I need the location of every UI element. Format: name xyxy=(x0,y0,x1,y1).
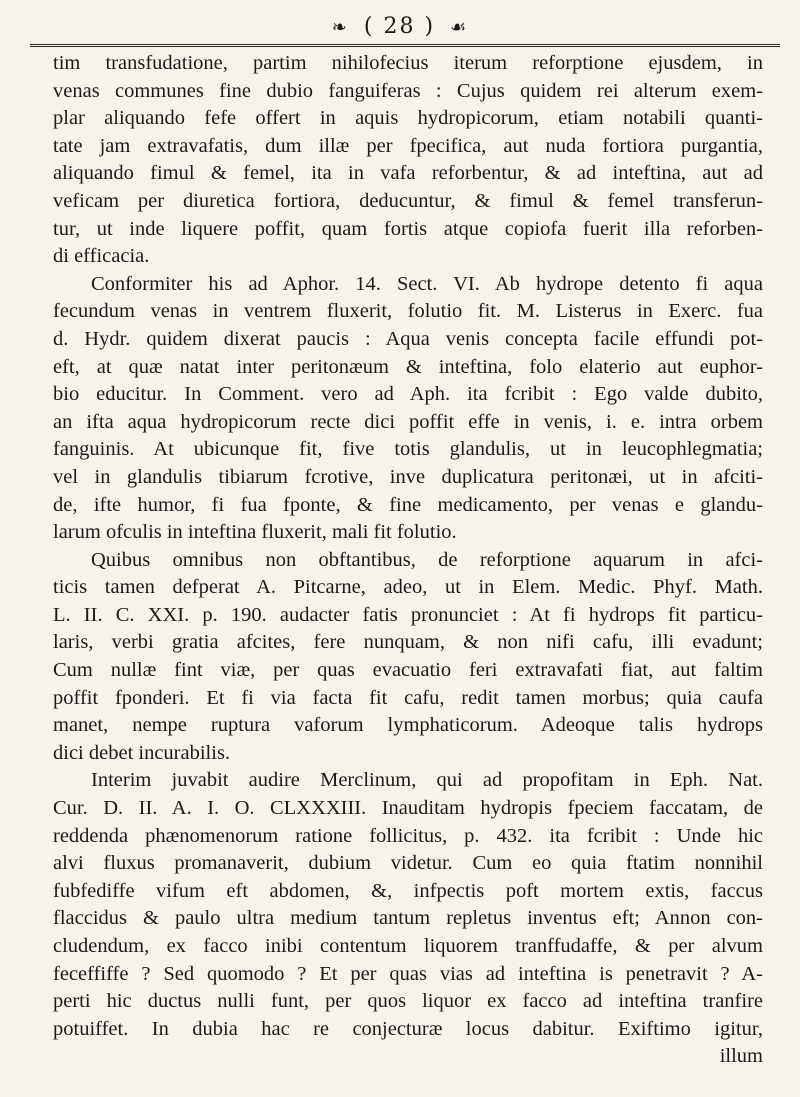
text-line: manet, nempe ruptura vaforum lymphaticorum. Adeoque talis hydrops xyxy=(53,714,763,737)
text-line: cludendum, ex facco inibi contentum liquorem tranffudaffe, & per alvum xyxy=(53,935,763,957)
text-line: poffit fponderi. Et fi via facta fit cafu, redit tamen morbus; quia caufa xyxy=(53,686,763,709)
text-line: reddenda phænomenorum ratione follicitus, p. 432. ita fcribit : Unde hic xyxy=(53,824,763,847)
text-line: de, ifte humor, fi fua fponte, & fine medicamento, per venas e glandu- xyxy=(53,493,763,516)
text-line: Interim juvabit audire Merclinum, qui ad propofitam in Eph. Nat. xyxy=(91,769,763,792)
text-line: Quibus omnibus non obftantibus, de reforptione aquarum in afci- xyxy=(91,548,763,571)
body-text xyxy=(53,50,763,1071)
text-line: vel in glandulis tibiarum fcrotive, inve duplicatura peritonæi, ut in afciti- xyxy=(53,465,763,488)
text-line: eft, at quæ natat inter peritonæum & inteftina, folo elaterio aut euphor- xyxy=(53,355,763,378)
page-header xyxy=(0,14,800,41)
text-line: potuiffet. In dubia hac re conjecturæ locus dabitur. Exiftimo igitur, xyxy=(53,1017,763,1040)
text-line: fanguinis. At ubicunque fit, five totis glandulis, ut in leucophlegmatia; xyxy=(53,438,763,461)
text-line: bio educitur. In Comment. vero ad Aph. ita fcribit : Ego valde dubito, xyxy=(53,383,763,406)
text-line: feceffiffe ? Sed quomodo ? Et per quas vias ad inteftina is penetravit ? A- xyxy=(53,962,763,985)
text-line: tate jam extravafatis, dum illæ per fpecifica, aut nuda fortiora purgantia, xyxy=(53,134,763,157)
text-line: aliquando fimul & femel, ita in vafa reforbentur, & ad inteftina, aut ad xyxy=(53,162,763,185)
text-line: Conformiter his ad Aphor. 14. Sect. VI. Ab hydrope detento fi aqua xyxy=(91,272,763,295)
text-line: Cur. D. II. A. I. O. CLXXXIII. Inauditam hydropis fpeciem faccatam, de xyxy=(53,797,763,820)
text-line: alvi fluxus promanaverit, dubium videtur. Cum eo quia ftatim nonnihil xyxy=(53,852,763,875)
text-line: tim transfudatione, partim nihilofecius iterum reforptione ejusdem, in xyxy=(53,52,763,74)
text-line: Cum nullæ fint viæ, per quas evacuatio feri extravafati fiat, aut faltim xyxy=(53,659,763,682)
text-line: ticis tamen defperat A. Pitcarne, adeo, ut in Elem. Medic. Phyf. Math. xyxy=(53,576,763,599)
text-line: flaccidus & paulo ultra medium tantum repletus inventus eft; Annon con- xyxy=(53,907,763,930)
text-line: illum xyxy=(719,1045,763,1068)
text-line: venas communes fine dubio fanguiferas : Cujus quidem rei alterum exem- xyxy=(53,79,763,102)
header-rule xyxy=(30,44,780,47)
text-line: di efficacia. xyxy=(53,245,150,268)
page-number: ( 28 ) xyxy=(363,14,436,39)
text-line: perti hic ductus nulli funt, per quos liquor ex facco ad inteftina tranfire xyxy=(53,990,763,1013)
text-line: laris, verbi gratia afcites, fere nunquam, & non nifi cafu, illi evadunt; xyxy=(53,631,763,654)
text-line: larum ofculis in inteftina fluxerit, mali fit folutio. xyxy=(53,521,457,544)
text-line: dici debet incurabilis. xyxy=(53,741,231,764)
text-line: d. Hydr. quidem dixerat paucis : Aqua venis concepta facile effundi pot- xyxy=(53,327,763,350)
text-line: tur, ut inde liquere poffit, quam fortis atque copiofa fuerit illa reforben- xyxy=(53,217,763,240)
text-line: L. II. C. XXI. p. 190. audacter fatis pronunciet : At fi hydrops fit particu- xyxy=(53,603,763,626)
left-ornament-icon: ❧ xyxy=(331,17,349,38)
text-line: an ifta aqua hydropicorum recte dici poffit effe in venis, i. e. intra orbem xyxy=(53,410,763,433)
text-line: veficam per diuretica fortiora, deducuntur, & fimul & femel transferun- xyxy=(53,189,763,212)
text-line: plar aliquando fefe offert in aquis hydropicorum, etiam notabili quanti- xyxy=(53,107,763,130)
right-ornament-icon: ☙ xyxy=(450,17,469,38)
text-line: fecundum venas in ventrem fluxerit, folutio fit. M. Listerus in Exerc. fua xyxy=(53,300,763,323)
text-line: fubfediffe vifum eft abdomen, &, infpectis poft mortem extis, faccus xyxy=(53,879,763,902)
